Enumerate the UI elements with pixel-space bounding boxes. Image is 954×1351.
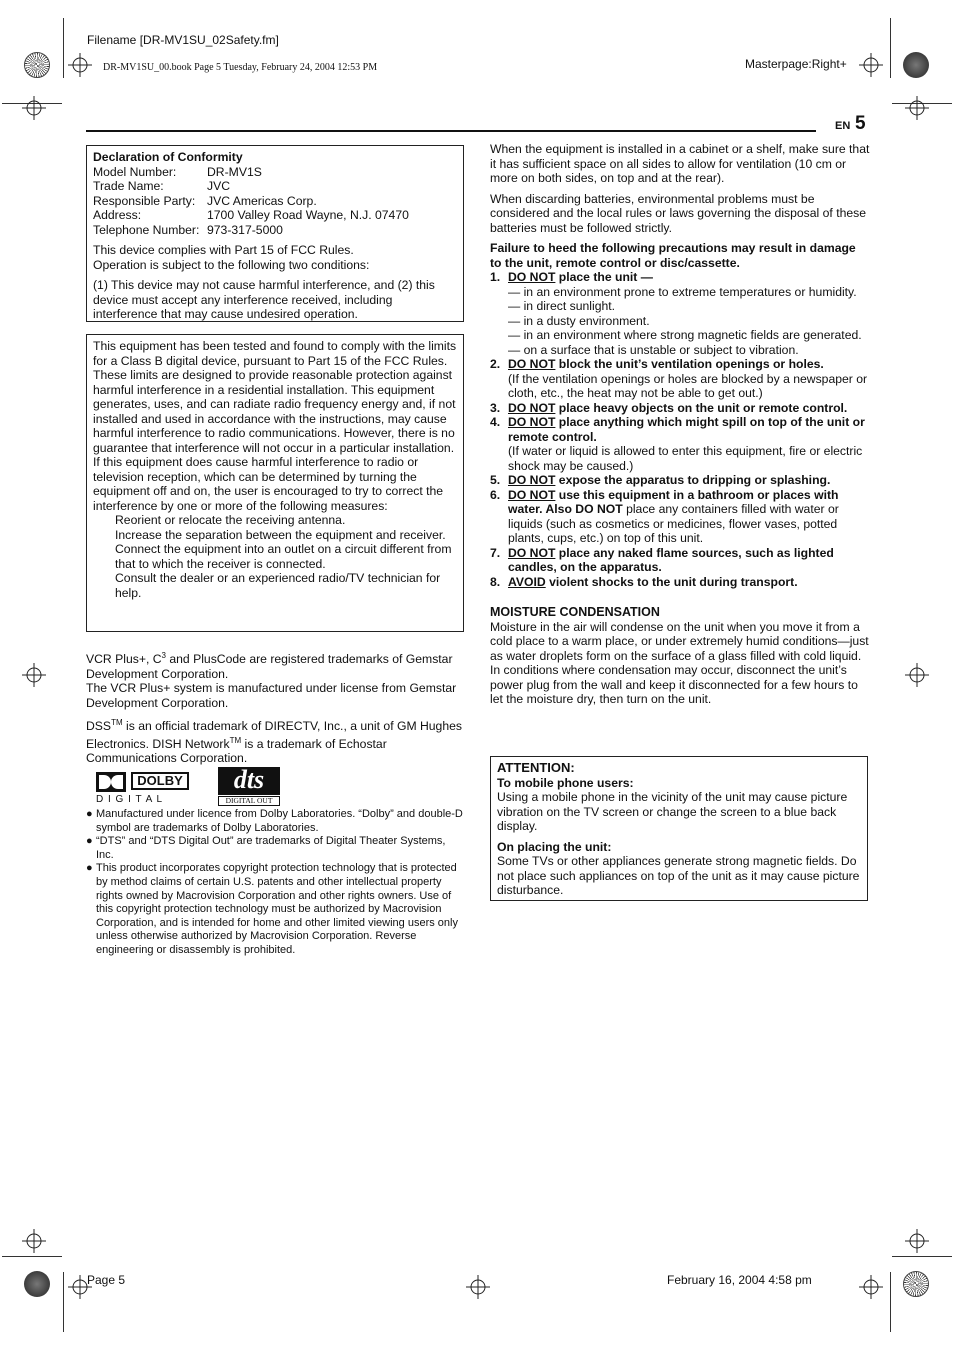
dss-trademark: DSS™ is an official trademark of DIRECTV, Inc., a unit of GM Hughes Electronics. DISH Network™ is a trademark of Echostar Communications Corporation. [86,718,462,766]
double-d-icon [96,772,126,792]
precautions-warning: Failure to heed the following precautions may result in damage to the unit, remote control or disc/cassette. [490,241,856,270]
header-book-info: DR-MV1SU_00.book Page 5 Tuesday, February 24, 2004 12:53 PM [103,62,378,73]
footer-page-label: Page 5 [87,1273,126,1287]
list-item: 4. DO NOT place anything which might spill on top of the unit or remote control. (If water or liquid is allowed to enter this equipment, fire or electric shock may be caused.) [490,415,865,473]
license-bullets [86,808,464,958]
crosshair-icon [905,96,929,120]
list-item: ● Manufactured under licence from Dolby Laboratories. “Dolby” and double-D symbol are trademarks of Dolby Laboratories. [86,808,463,834]
declaration-title: Declaration of Conformity [93,150,243,164]
precautions-list [490,270,870,589]
declaration-compliance: This device complies with Part 15 of FCC Rules. [93,243,354,257]
attention-text: Using a mobile phone in the vicinity of the unit may cause picture vibration on the TV screen or change the screen to a blue back display. [497,790,848,833]
fcc-measure: Consult the dealer or an experienced radio/TV technician for help. [115,571,441,600]
fcc-box [86,334,464,632]
fcc-text: This equipment has been tested and found to comply with the limits for a Class B digital device, pursuant to Part 15 of the FCC Rules. These limits are designed to provide reasonable protection against harmful interference in a residential installation. This equipment generates, uses, and can radiate radio frequency energy and, if not installed and used in accordance with the instructions, may cause harmful interference to radio communications. However, there is no guarantee that interference will not occur in a particular installation. If this equipment does cause harmful interference to radio or television reception, which can be determined by turning the equipment off and on, the user is encouraged to try to correct the interference by one or more of the following measures: [93,339,457,513]
vcr-trademark: VCR Plus+, $C^3$ and PlusCode are registered trademarks of Gemstar Development Corporation. [86,651,453,681]
list-item: 3. DO NOT place heavy objects on the unit or remote control. [490,400,848,415]
declaration-row: Model Number: DR-MV1S [93,164,262,179]
crosshair-icon [22,663,46,687]
crosshair-icon [22,1229,46,1253]
right-column [490,142,870,707]
vcr-license: The VCR Plus+ system is manufactured under license from Gemstar Development Corporation. [86,681,457,710]
crosshair-icon [68,53,92,77]
dolby-digital-word: D I G I T A L [96,794,164,805]
list-item: 7. DO NOT place any naked flame sources, such as lighted candles, on the apparatus. [490,545,834,574]
crosshair-icon [466,1275,490,1299]
dts-digital-out-logo [218,767,282,807]
page-number: 5 [855,113,866,134]
crosshair-icon [22,96,46,120]
list-item: ● This product incorporates copyright protection technology that is protected by method claims of certain U.S. patents and other intellectual property rights owned by Macrovision Corporation and other rights owners. Use of this copyright protection technology must be authorized by Macrovision Corporation, and is intended for home and other limited viewing users only unless otherwise authorized by Macrovision Corporation. Reverse engineering or disassembly is prohibited. [86,862,458,956]
dolby-digital-logo [96,770,192,806]
dolby-word: DOLBY [131,772,189,790]
list-item: 6. DO NOT use this equipment in a bathroom or places with water. Also DO NOT place any containers filled with water or liquids (such as cosmetics or medicines, flower vases, potted plants, cups, etc.) on top of this unit. [490,487,839,545]
bullet-icon: ● [86,835,93,848]
attention-subheading: On placing the unit: [497,839,612,854]
registration-target-icon [903,1271,929,1297]
list-item: 5. DO NOT expose the apparatus to dripping or splashing. [490,473,831,487]
header-rule [86,130,816,132]
crosshair-icon [905,663,929,687]
bullet-icon: ● [86,808,93,820]
list-item: 2. DO NOT block the unit’s ventilation openings or holes. (If the ventilation openings or holes are blocked by a newspaper or cloth, etc., the heat may not be able to get out.) [490,357,868,400]
dts-word: dts [218,767,280,795]
footer-date: February 16, 2004 4:58 pm [667,1273,812,1287]
attention-text: Some TVs or other appliances generate strong magnetic fields. Do not place such appliances on top of the unit as it may cause picture disturbance. [497,854,860,897]
declaration-conditions: Operation is subject to the following two conditions: [93,257,370,272]
trademarks-section [86,649,464,766]
crosshair-icon [859,53,883,77]
dts-sub: DIGITAL OUT [218,796,280,806]
registration-target-icon [903,52,929,78]
declaration-row: Trade Name: JVC [93,179,231,193]
declaration-row: Responsible Party: JVC Americas Corp. [93,193,317,208]
attention-title: ATTENTION: [497,760,575,775]
declaration-row: Telephone Number: 973-317-5000 [93,222,283,237]
cabinet-paragraph: When the equipment is installed in a cabinet or a shelf, make sure that it has sufficient space on all sides to allow for ventilation (10 cm or more on both sides, on top and at the rear). [490,142,870,185]
fcc-measure: Increase the separation between the equipment and receiver. [115,527,446,542]
language-label: EN [835,120,851,132]
bullet-icon: ● [86,862,93,875]
crosshair-icon [859,1275,883,1299]
attention-subheading: To mobile phone users: [497,775,634,790]
registration-target-icon [24,1271,50,1297]
list-item: 8. AVOID violent shocks to the unit during transport. [490,574,798,589]
batteries-paragraph: When discarding batteries, environmental problems must be considered and the local rules or laws governing the disposal of these batteries must be followed strictly. [490,191,867,235]
header-masterpage: Masterpage:Right+ [745,57,847,71]
crosshair-icon [905,1229,929,1253]
header-filename: Filename [DR-MV1SU_02Safety.fm] [87,33,279,47]
attention-box [490,756,868,901]
fcc-measure: Reorient or relocate the receiving antenna. [115,513,346,527]
declaration-condition-text: (1) This device may not cause harmful interference, and (2) this device must accept any interference received, including interference that may cause undesired operation. [93,278,435,321]
fcc-measure: Connect the equipment into an outlet on a circuit different from that to which the receiver is connected. [115,542,452,571]
moisture-heading: MOISTURE CONDENSATION [490,605,660,619]
list-item: ● “DTS” and “DTS Digital Out” are trademarks of Digital Theater Systems, Inc. [86,835,446,861]
declaration-row: Address: 1700 Valley Road Wayne, N.J. 07470 [93,208,409,222]
moisture-text: Moisture in the air will condense on the unit when you move it from a cold place to a warm place, or under extremely humid conditions—just as water droplets form on the surface of a glass filled with cold liquid. In conditions where condensation may occur, disconnect the unit’s power plug from the wall and keep it disconnected for a few hours to let the moisture dry, then turn on the unit. [490,619,869,706]
list-item: 1. DO NOT place the unit — — in an environment prone to extreme temperatures or humidity. — in direct sunlight. — in a dusty environment. — in an environment where strong magnetic fields are generated. — on a surface that is unstable or subject to vibration. [490,270,862,357]
registration-target-icon [24,52,50,78]
declaration-box [86,145,464,322]
